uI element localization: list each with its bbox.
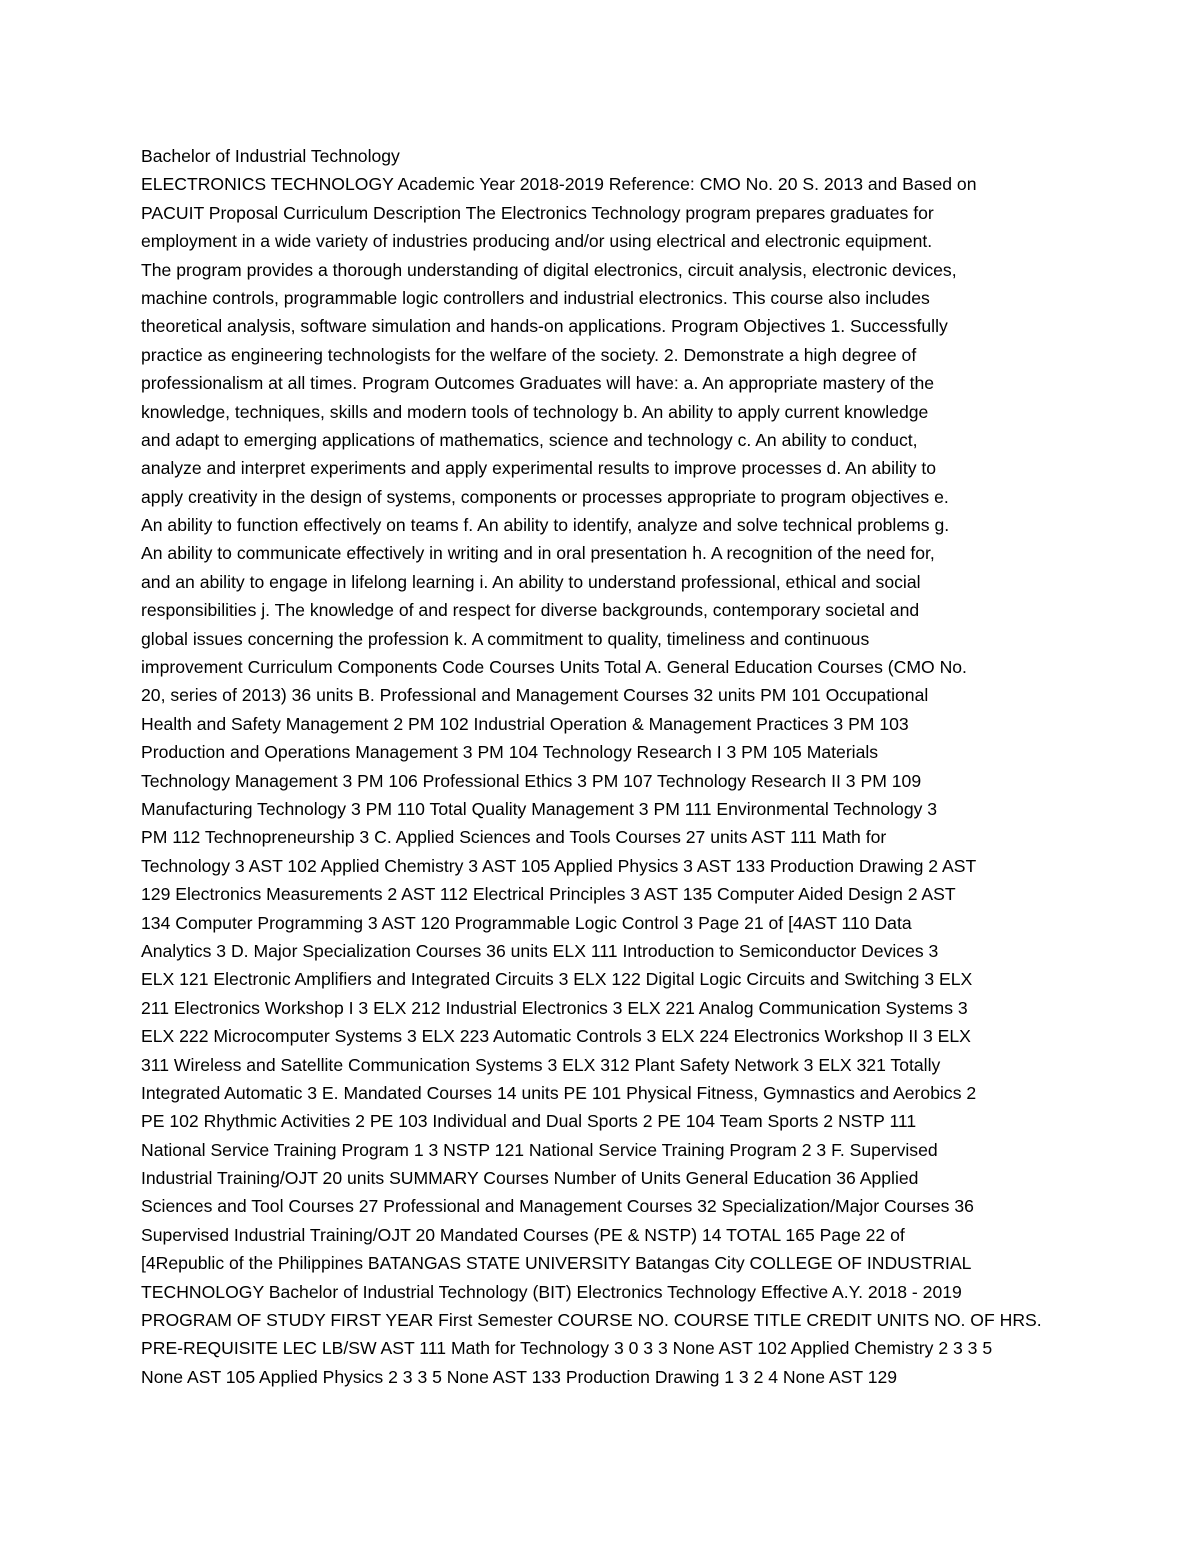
body-text-line: PRE-REQUISITE LEC LB/SW AST 111 Math for Technology 3 0 3 3 None AST 102 Applied Chemistry 2 3 3 5 xyxy=(141,1338,993,1359)
body-text-line: The program provides a thorough understanding of digital electronics, circuit analysis, electronic devices, xyxy=(141,259,957,280)
body-text-line: practice as engineering technologists for the welfare of the society. 2. Demonstrate a high degree of xyxy=(141,344,917,365)
document-body xyxy=(141,142,1071,1391)
body-text-line: professionalism at all times. Program Outcomes Graduates will have: a. An appropriate mastery of the xyxy=(141,373,935,394)
body-text-line: knowledge, techniques, skills and modern tools of technology b. An ability to apply current knowledge xyxy=(141,401,929,422)
body-text-line: An ability to function effectively on teams f. An ability to identify, analyze and solve technical problems g. xyxy=(141,515,950,536)
body-text-line: and adapt to emerging applications of mathematics, science and technology c. An ability to conduct, xyxy=(141,429,918,450)
body-text-line: 20, series of 2013) 36 units B. Professional and Management Courses 32 units PM 101 Occupational xyxy=(141,685,929,706)
body-text-line: PACUIT Proposal Curriculum Description The Electronics Technology program prepares graduates for xyxy=(141,202,934,223)
body-text-line: Technology 3 AST 102 Applied Chemistry 3 AST 105 Applied Physics 3 AST 133 Production Drawing 2 AST xyxy=(141,855,977,876)
body-text-line: [4Republic of the Philippines BATANGAS STATE UNIVERSITY Batangas City COLLEGE OF INDUSTRIAL xyxy=(141,1253,972,1274)
body-text-line: Health and Safety Management 2 PM 102 Industrial Operation & Management Practices 3 PM 103 xyxy=(141,713,909,734)
body-text-line: employment in a wide variety of industries producing and/or using electrical and electronic equipment. xyxy=(141,231,933,252)
body-text-line: analyze and interpret experiments and apply experimental results to improve processes d. An ability to xyxy=(141,458,937,479)
body-text-line: PE 102 Rhythmic Activities 2 PE 103 Individual and Dual Sports 2 PE 104 Team Sports 2 NSTP 111 xyxy=(141,1111,917,1132)
body-text-line: and an ability to engage in lifelong learning i. An ability to understand professional, ethical and social xyxy=(141,571,921,592)
body-text-line: 311 Wireless and Satellite Communication Systems 3 ELX 312 Plant Safety Network 3 ELX 321 Totally xyxy=(141,1054,941,1075)
body-text-line: TECHNOLOGY Bachelor of Industrial Technology (BIT) Electronics Technology Effective A.Y. 2018 - 2019 xyxy=(141,1281,962,1302)
body-text-line: Integrated Automatic 3 E. Mandated Courses 14 units PE 101 Physical Fitness, Gymnastics and Aerobics 2 xyxy=(141,1082,977,1103)
body-text-line: theoretical analysis, software simulation and hands-on applications. Program Objectives 1. Successfully xyxy=(141,316,948,337)
body-text-line: Technology Management 3 PM 106 Professional Ethics 3 PM 107 Technology Research II 3 PM 109 xyxy=(141,770,922,791)
body-text-line: 211 Electronics Workshop I 3 ELX 212 Industrial Electronics 3 ELX 221 Analog Communication Systems 3 xyxy=(141,997,968,1018)
body-text-line: global issues concerning the profession k. A commitment to quality, timeliness and continuous xyxy=(141,628,870,649)
body-text-line: Production and Operations Management 3 PM 104 Technology Research I 3 PM 105 Materials xyxy=(141,742,879,763)
body-text-line: Sciences and Tool Courses 27 Professional and Management Courses 32 Specialization/Major Courses 36 xyxy=(141,1196,974,1217)
body-text-line: None AST 105 Applied Physics 2 3 3 5 None AST 133 Production Drawing 1 3 2 4 None AST 129 xyxy=(141,1366,898,1387)
body-text-line: apply creativity in the design of systems, components or processes appropriate to program objectives e. xyxy=(141,486,949,507)
body-text-line: Industrial Training/OJT 20 units SUMMARY Courses Number of Units General Education 36 Applied xyxy=(141,1168,919,1189)
body-text-line: 129 Electronics Measurements 2 AST 112 Electrical Principles 3 AST 135 Computer Aided Design 2 AST xyxy=(141,884,956,905)
body-text-line: 134 Computer Programming 3 AST 120 Programmable Logic Control 3 Page 21 of [4AST 110 Data xyxy=(141,912,912,933)
document-title: Bachelor of Industrial Technology xyxy=(141,146,400,166)
body-text-line: PROGRAM OF STUDY FIRST YEAR First Semester COURSE NO. COURSE TITLE CREDIT UNITS NO. OF HRS. xyxy=(141,1310,1042,1331)
body-text-line: PM 112 Technopreneurship 3 C. Applied Sciences and Tools Courses 27 units AST 111 Math for xyxy=(141,827,887,848)
body-text-line: responsibilities j. The knowledge of and respect for diverse backgrounds, contemporary societal and xyxy=(141,600,920,621)
body-text-line: Supervised Industrial Training/OJT 20 Mandated Courses (PE & NSTP) 14 TOTAL 165 Page 22 of xyxy=(141,1224,905,1245)
body-text-line: ELX 121 Electronic Amplifiers and Integrated Circuits 3 ELX 122 Digital Logic Circuits and Switching 3 ELX xyxy=(141,969,973,990)
body-text-line: ELECTRONICS TECHNOLOGY Academic Year 2018-2019 Reference: CMO No. 20 S. 2013 and Based on xyxy=(141,174,977,195)
body-text-line: An ability to communicate effectively in writing and in oral presentation h. A recognition of the need for, xyxy=(141,543,935,564)
body-text-line: National Service Training Program 1 3 NSTP 121 National Service Training Program 2 3 F. Supervised xyxy=(141,1139,938,1160)
body-text-line: Manufacturing Technology 3 PM 110 Total Quality Management 3 PM 111 Environmental Technology 3 xyxy=(141,798,938,819)
body-text-line: Analytics 3 D. Major Specialization Courses 36 units ELX 111 Introduction to Semiconductor Devices 3 xyxy=(141,940,939,961)
body-text-line: improvement Curriculum Components Code Courses Units Total A. General Education Courses (CMO No. xyxy=(141,657,967,678)
body-text-line: ELX 222 Microcomputer Systems 3 ELX 223 Automatic Controls 3 ELX 224 Electronics Workshop II 3 ELX xyxy=(141,1026,971,1047)
body-text-line: machine controls, programmable logic controllers and industrial electronics. This course also includes xyxy=(141,287,930,308)
